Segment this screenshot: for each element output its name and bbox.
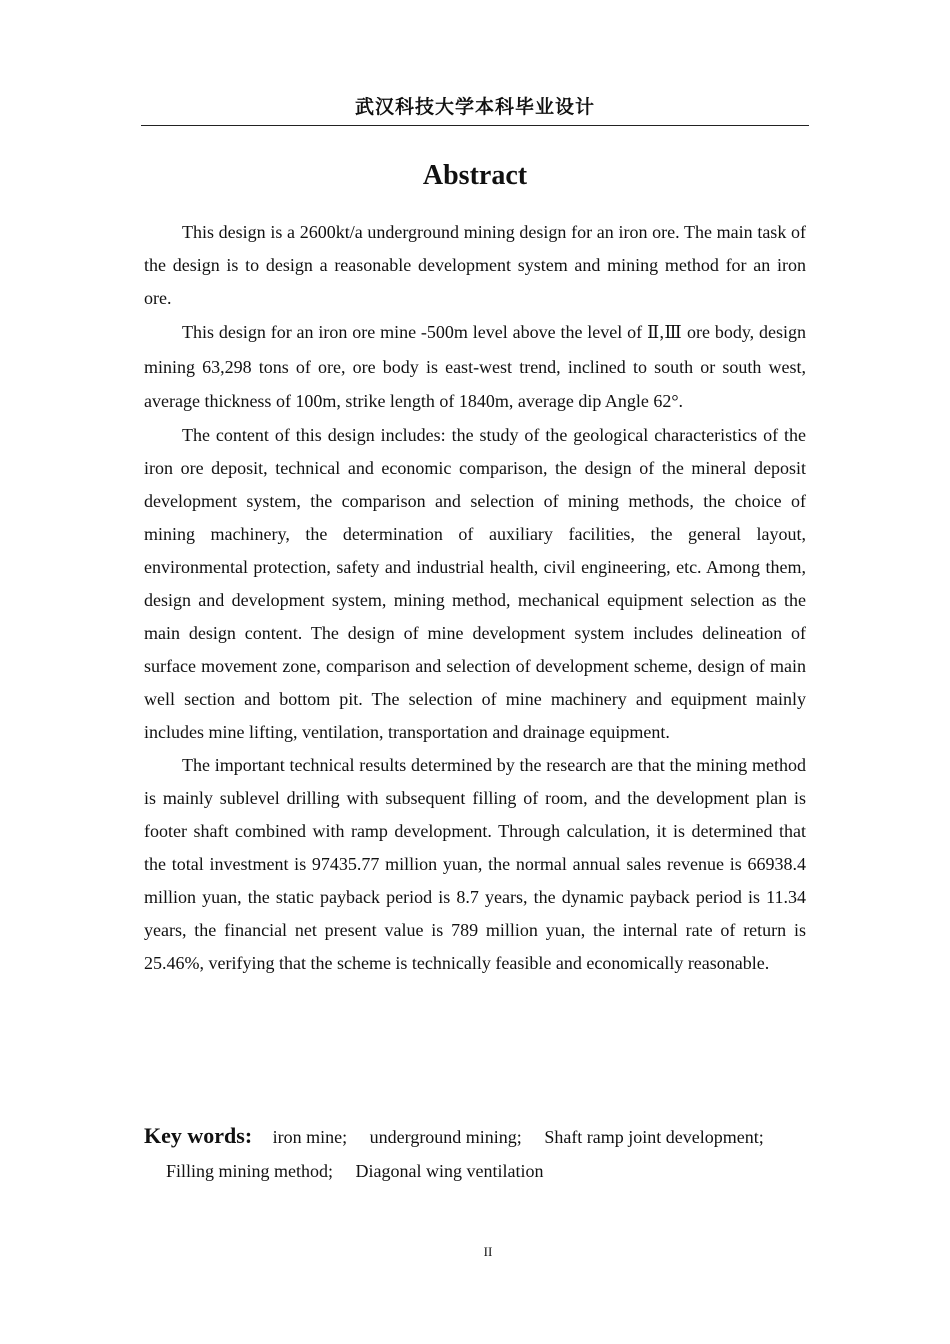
keyword-item: iron mine; xyxy=(272,1127,348,1147)
keywords-line-2 xyxy=(144,1154,824,1188)
keyword-item: Shaft ramp joint development; xyxy=(544,1127,764,1147)
page-number: II xyxy=(483,1244,493,1259)
abstract-paragraph-4: The important technical results determined by the research are that the mining method is mainly sublevel drilling with subsequent filling of room, and the development plan is footer shaft combined with ramp development. Through calculation, it is determined that the total investment is 97435.77 million yuan, the normal annual sales revenue is 66938.4 million yuan, the static payback period is 8.7 years, the dynamic payback period is 11.34 years, the financial net present value is 789 million yuan, the internal rate of return is 25.46%, verifying that the scheme is technically feasible and economically reasonable. xyxy=(144,754,806,973)
abstract-body xyxy=(144,216,806,980)
abstract-paragraph-2: This design for an iron ore mine -500m level above the level of Ⅱ,Ⅲ ore body, design mining 63,298 tons of ore, ore body is east-west trend, inclined to south or south west, average thickness of 100m, strike length of 1840m, average dip Angle 62°. xyxy=(144,322,806,411)
header-divider xyxy=(141,125,809,126)
abstract-paragraph-3: The content of this design includes: the study of the geological characteristics of the iron ore deposit, technical and economic comparison, the design of the mineral deposit development system, the comparison and selection of mining methods, the choice of mining machinery, the determination of auxiliary facilities, the general layout, environmental protection, safety and industrial health, civil engineering, etc. Among them, design and development system, mining method, mechanical equipment selection as the main design content. The design of mine development system includes delineation of surface movement zone, comparison and selection of development scheme, design of main well section and bottom pit. The selection of mine machinery and equipment mainly includes mine lifting, ventilation, transportation and drainage equipment. xyxy=(144,424,806,742)
keyword-item: Diagonal wing ventilation xyxy=(355,1161,544,1181)
abstract-paragraph-1: This design is a 2600kt/a underground mining design for an iron ore. The main task of the design is to design a reasonable development system and mining method for an iron ore. xyxy=(144,222,806,308)
keyword-item: Filling mining method; xyxy=(166,1161,334,1181)
running-header-title: 武汉科技大学本科毕业设计 xyxy=(354,96,595,118)
abstract-heading: Abstract xyxy=(422,160,528,191)
keywords-label: Key words: xyxy=(144,1123,253,1148)
keywords-line-1 xyxy=(144,1119,824,1154)
keywords-section xyxy=(144,1119,824,1188)
keyword-item: underground mining; xyxy=(369,1127,522,1147)
